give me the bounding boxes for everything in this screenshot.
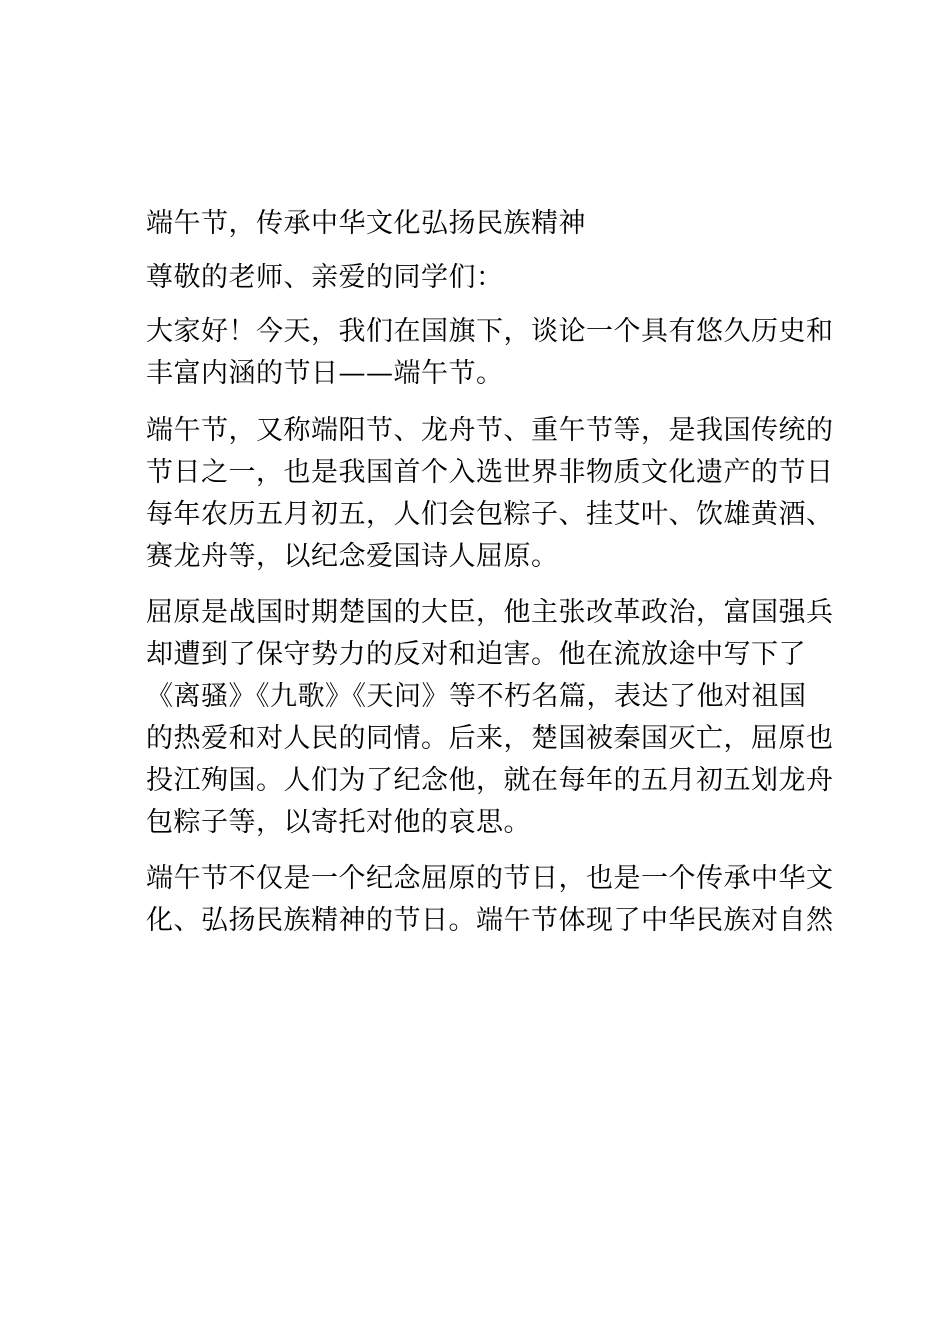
paragraph-line: 的热爱和对人民的同情。后来，楚国被秦国灭亡，屈原也 — [146, 723, 834, 754]
paragraph-2 — [146, 410, 834, 578]
paragraph-line: 却遭到了保守势力的反对和迫害。他在流放途中写下了 — [146, 639, 806, 670]
greeting-line: 尊敬的老师、亲爱的同学们： — [146, 262, 504, 293]
paragraph-1 — [146, 311, 834, 395]
paragraph-line: 端午节，又称端阳节、龙舟节、重午节等，是我国传统的 — [146, 415, 834, 446]
paragraph-line: 节日之一，也是我国首个入选世界非物质文化遗产的节日 — [146, 457, 834, 488]
paragraph-line: 赛龙舟等，以纪念爱国诗人屈原。 — [146, 541, 559, 572]
paragraph-3 — [146, 592, 834, 844]
paragraph-line: 每年农历五月初五，人们会包粽子、挂艾叶、饮雄黄酒、 — [146, 499, 834, 530]
document-title-block — [146, 203, 826, 245]
paragraph-line: 屈原是战国时期楚国的大臣，他主张改革政治，富国强兵 — [146, 597, 834, 628]
paragraph-line: 投江殉国。人们为了纪念他，就在每年的五月初五划龙舟 — [146, 765, 834, 796]
paragraph-line: 大家好！今天，我们在国旗下，谈论一个具有悠久历史和 — [146, 316, 834, 347]
paragraph-line: 端午节不仅是一个纪念屈原的节日，也是一个传承中华文 — [146, 863, 834, 894]
greeting-block — [146, 257, 826, 299]
paragraph-line: 包粽子等，以寄托对他的哀思。 — [146, 807, 531, 838]
paragraph-4 — [146, 858, 834, 942]
paragraph-line: 丰富内涵的节日——端午节。 — [146, 358, 504, 389]
paragraph-line: 化、弘扬民族精神的节日。端午节体现了中华民族对自然 — [146, 905, 834, 936]
document-title: 端午节，传承中华文化弘扬民族精神 — [146, 208, 586, 239]
paragraph-line: 《离骚》《九歌》《天问》等不朽名篇，表达了他对祖国 — [146, 681, 807, 712]
document-body — [146, 203, 834, 958]
